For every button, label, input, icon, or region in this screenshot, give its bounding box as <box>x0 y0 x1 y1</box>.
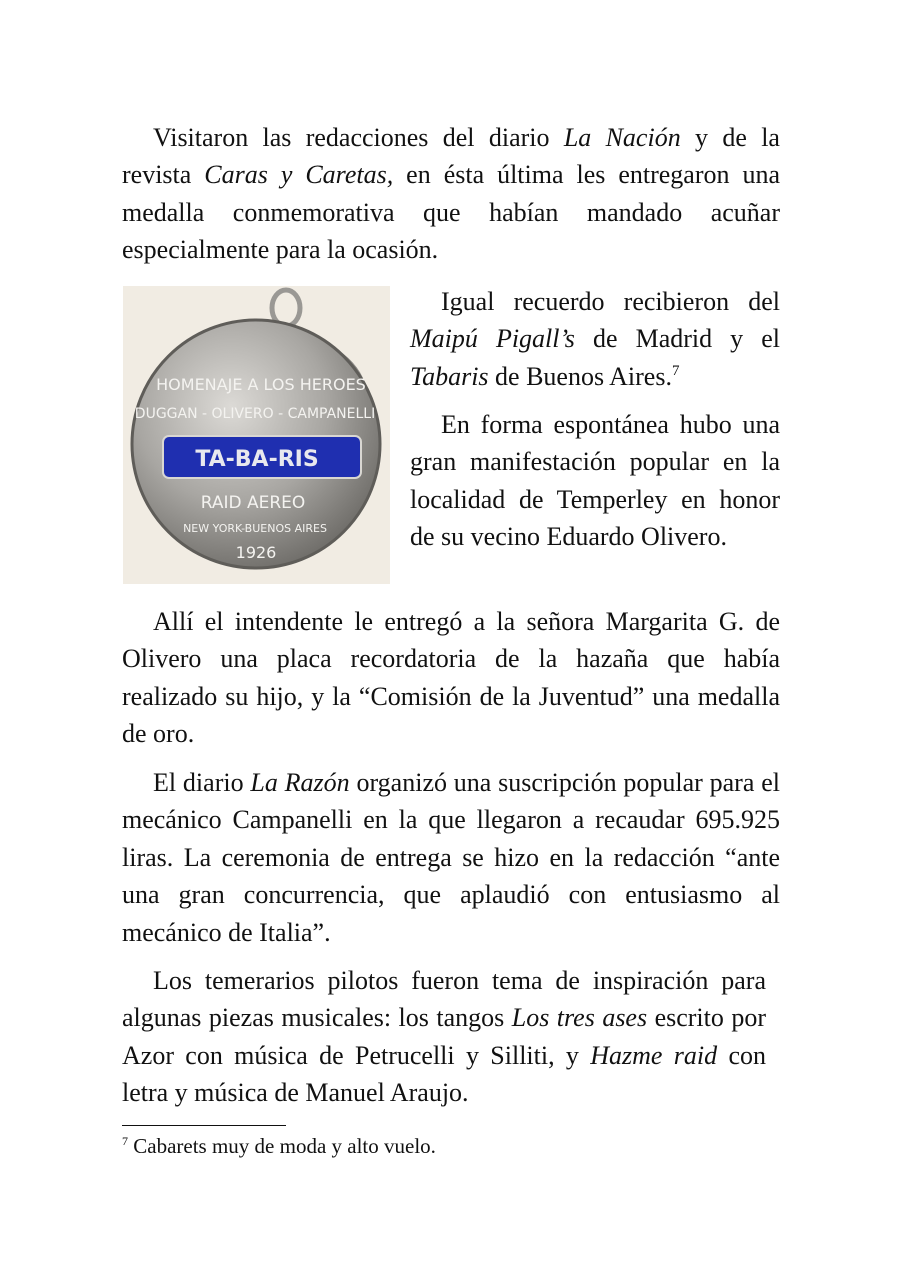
text-run: escrito por Azor con música de Petrucelli y Silliti, y <box>122 1003 767 1070</box>
newspaper-title: La Razón <box>250 768 350 797</box>
tango-title: Hazme raid <box>590 1040 718 1070</box>
text-run: organizó una suscripción popular para el mecánico Campanelli en la que llegaron a recaudar 695.925 liras. La ceremonia de entrega se hizo en la redacción “ante una gran concurrencia, que aplaudió con entusiasmo al mecánico de Italia”. <box>122 768 780 947</box>
paragraph-same-souvenir <box>410 283 780 395</box>
text-run: de Buenos Aires. <box>488 361 672 391</box>
medal-image <box>123 286 390 584</box>
text-run: en ésta última les entregaron una medalla conmemorativa que habían mandado acuñar especialmente para la ocasión. <box>122 160 780 265</box>
tango-title: Los tres ases <box>511 1003 648 1033</box>
paragraph-newspaper-visits <box>122 119 780 269</box>
magazine-title: Caras y Caretas, <box>204 160 394 190</box>
paragraph-la-razon <box>122 764 780 951</box>
text-run: Visitaron las redacciones del diario <box>153 123 564 152</box>
medal-inscription-route: NEW YORK-BUENOS AIRES <box>183 522 327 535</box>
footnote <box>122 1132 780 1160</box>
medal-inscription-top: HOMENAJE A LOS HEROES <box>156 375 366 394</box>
text-run: Igual recuerdo recibieron del <box>441 287 780 316</box>
medal-year: 1926 <box>235 543 277 562</box>
medal-band-text: TA-BA-RIS <box>195 447 319 472</box>
footnote-reference: 7 <box>671 362 680 379</box>
paragraph-temperley: En forma espontánea hubo una gran manifestación popular en la localidad de Temperley en honor de su vecino Eduardo Olivero. <box>410 410 780 552</box>
text-run: y de la revista <box>122 123 780 190</box>
newspaper-title: La Nación <box>563 123 681 152</box>
cabaret-name-buenos-aires: Tabaris <box>410 361 489 391</box>
medal-inscription-raid: RAID AEREO <box>200 493 306 513</box>
text-run: con letra y música de Manuel Araujo. <box>122 1040 767 1108</box>
text-run: Los temerarios pilotos fueron tema de inspiración para algunas piezas musicales: los tangos <box>122 966 766 1033</box>
footnote-text: Cabarets muy de moda y alto vuelo. <box>128 1134 436 1158</box>
footnote-separator <box>122 1125 286 1126</box>
medal-photo <box>123 286 390 584</box>
text-run: de Madrid y el <box>574 324 781 354</box>
paragraph-tangos <box>122 962 766 1112</box>
paragraph-mayor-plaque: Allí el intendente le entregó a la señora Margarita G. de Olivero una placa recordatoria de la hazaña que había realizado su hijo, y la “Comisión de la Juventud” una medalla de oro. <box>122 607 780 749</box>
cabaret-name-madrid: Maipú Pigall’s <box>410 324 575 354</box>
footnote-number: 7 <box>122 1134 128 1148</box>
medal-inscription-names: DUGGAN - OLIVERO - CAMPANELLI <box>134 406 376 422</box>
text-run: El diario <box>153 768 251 797</box>
